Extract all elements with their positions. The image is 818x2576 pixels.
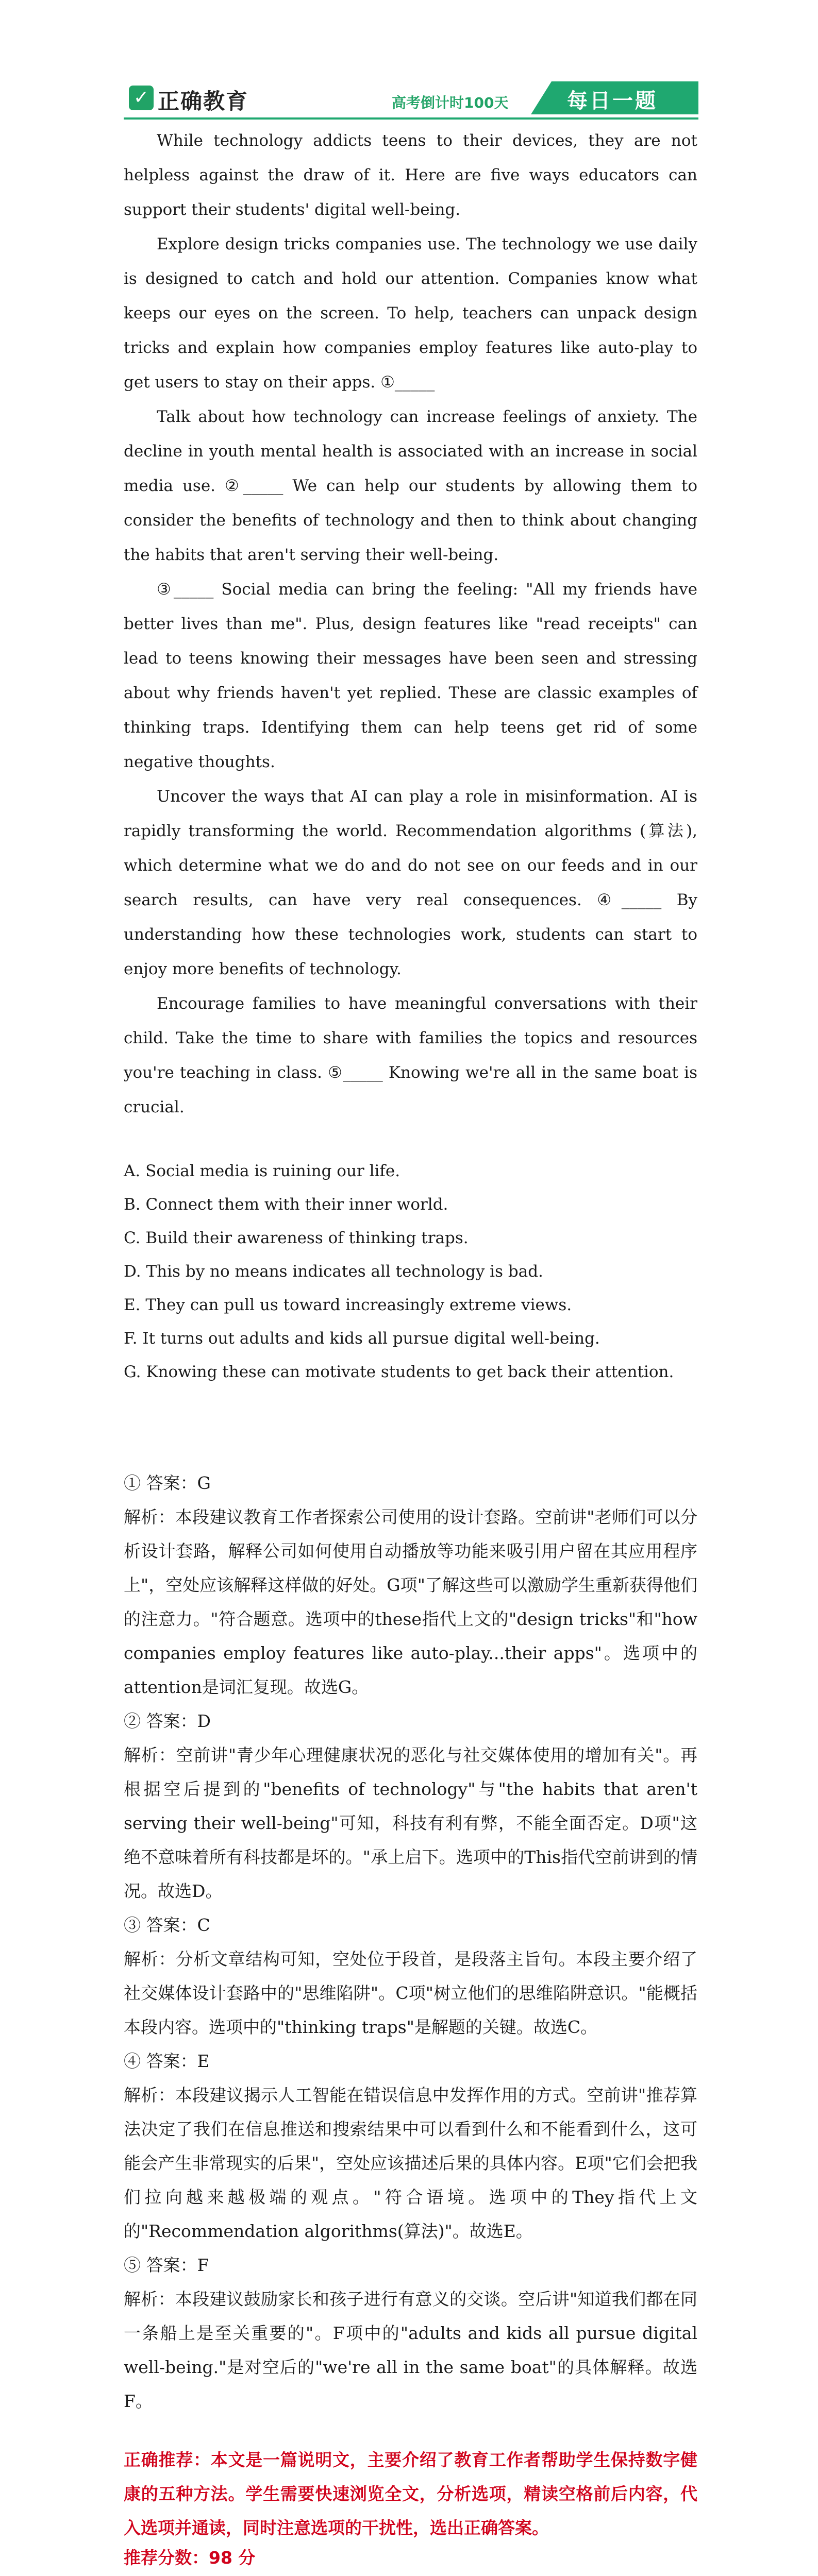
passage-paragraph: Encourage families to have meaningful conversations with their child. Take the time to share with families the topics and resources you're teaching in class. ⑤_____ Knowing we're all in the same boat is crucial. xyxy=(124,994,697,1116)
answer-3-heading: ③ 答案：C xyxy=(124,1915,210,1935)
passage-paragraph: Talk about how technology can increase feelings of anxiety. The decline in youth mental health is associated with an increase in social media use. ②_____ We can help our students by allowing them to consider the benefits of technology and then to think about changing the habits that aren't serving their well-being. xyxy=(124,408,697,564)
option-e: E. They can pull us toward increasingly extreme views. xyxy=(124,1296,572,1314)
answer-4-heading: ④ 答案：E xyxy=(124,2051,210,2071)
page-header xyxy=(124,77,698,120)
passage-paragraph: ③_____ Social media can bring the feeling: "All my friends have better lives than me". Plus, design features like "read receipts" can lead to teens knowing their messages have been seen and stressing about why friends haven't yet replied. These are classic examples of thinking traps. Identifying them can help teens get rid of some negative thoughts. xyxy=(124,580,697,771)
option-f: F. It turns out adults and kids all pursue digital well-being. xyxy=(124,1329,600,1348)
answer-options xyxy=(124,1155,697,1389)
answer-4-explanation: 解析：本段建议揭示人工智能在错误信息中发挥作用的方式。空前讲"推荐算法决定了我们在信息推送和搜索结果中可以看到什么和不能看到什么，这可能会产生非常现实的后果"，空处应该描述后果的具体内容。E项"它们会把我们拉向越来越极端的观点。"符合语境。选项中的They指代上文的"Recommendation algorithms(算法)"。故选E。 xyxy=(124,2085,697,2241)
exam-countdown: 高考倒计时100天 xyxy=(392,94,509,111)
answer-5-explanation: 解析：本段建议鼓励家长和孩子进行有意义的交谈。空后讲"知道我们都在同一条船上是至关重要的"。F项中的"adults and kids all pursue digital well-being."是对空后的"we're all in the same boat"的具体解释。故选F。 xyxy=(124,2289,697,2411)
passage-paragraph: Uncover the ways that AI can play a role in misinformation. AI is rapidly transforming the world. Recommendation algorithms (算法), which determine what we do and do not see on our feeds and in our search results, can have very real consequences. ④_____ By understanding how these technologies work, students can start to enjoy more benefits of technology. xyxy=(124,787,697,978)
header-divider xyxy=(124,117,698,120)
passage-paragraph: While technology addicts teens to their devices, they are not helpless against the draw of it. Here are five ways educators can support their students' digital well-being. xyxy=(124,131,697,219)
answer-1-heading: ① 答案：G xyxy=(124,1473,211,1493)
reading-passage xyxy=(124,124,697,1125)
option-b: B. Connect them with their inner world. xyxy=(124,1195,448,1214)
answer-explanations xyxy=(124,1466,697,2418)
option-g: G. Knowing these can motivate students to get back their attention. xyxy=(124,1363,674,1381)
recommendation-note: 正确推荐：本文是一篇说明文，主要介绍了教育工作者帮助学生保持数字健康的五种方法。学生需要快速浏览全文，分析选项，精读空格前后内容，代入选项并通读，同时注意选项的干扰性，选出正确答案。 xyxy=(124,2450,697,2538)
document-content xyxy=(124,124,697,2571)
answer-1-explanation: 解析：本段建议教育工作者探索公司使用的设计套路。空前讲"老师们可以分析设计套路，解释公司如何使用自动播放等功能来吸引用户留在其应用程序上"，空处应该解释这样做的好处。G项"了解这些可以激励学生重新获得他们的注意力。"符合题意。选项中的these指代上文的"design tricks"和"how companies employ features like auto-play...their apps"。选项中的attention是词汇复现。故选G。 xyxy=(124,1507,697,1697)
brand-name: 正确教育 xyxy=(158,89,249,114)
recommended-score: 推荐分数：98 分 xyxy=(124,2548,256,2568)
option-c: C. Build their awareness of thinking traps. xyxy=(124,1229,469,1247)
option-d: D. This by no means indicates all technology is bad. xyxy=(124,1262,543,1281)
check-logo-icon: ✓ xyxy=(129,86,154,110)
option-a: A. Social media is ruining our life. xyxy=(124,1162,400,1180)
answer-5-heading: ⑤ 答案：F xyxy=(124,2255,209,2275)
answer-2-explanation: 解析：空前讲"青少年心理健康状况的恶化与社交媒体使用的增加有关"。再根据空后提到的"benefits of technology"与"the habits that aren't serving their well-being"可知，科技有利有弊，不能全面否定。D项"这绝不意味着所有科技都是坏的。"承上启下。选项中的This指代空前讲到的情况。故选D。 xyxy=(124,1745,697,1901)
answer-3-explanation: 解析：分析文章结构可知，空处位于段首，是段落主旨句。本段主要介绍了社交媒体设计套路中的"思维陷阱"。C项"树立他们的思维陷阱意识。"能概括本段内容。选项中的"thinking traps"是解题的关键。故选C。 xyxy=(124,1949,697,2037)
daily-question-tag: 每日一题 xyxy=(567,89,658,113)
answer-2-heading: ② 答案：D xyxy=(124,1711,211,1731)
passage-paragraph: Explore design tricks companies use. The technology we use daily is designed to catch and hold our attention. Companies know what keeps our eyes on the screen. To help, teachers can unpack design tricks and explain how companies employ features like auto-play to get users to stay on their apps. ①_____ xyxy=(124,235,697,392)
